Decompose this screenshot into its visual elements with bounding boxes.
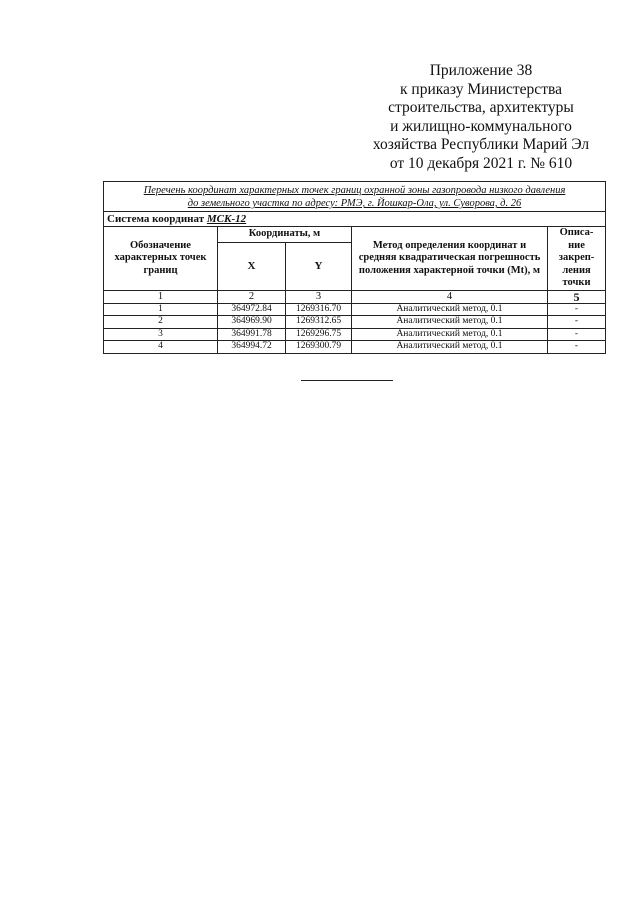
- header-method: Метод определения координат и средняя квадратическая погрешность положения характерной точки (Mt), м: [352, 227, 548, 291]
- coordinates-table-wrapper: [103, 181, 605, 354]
- table-row: [104, 303, 606, 316]
- method-cell: Аналитический метод, 0.1: [352, 303, 548, 316]
- header-designation: Обозначение характерных точек границ: [104, 227, 218, 291]
- coordinate-x: 364991.78: [218, 328, 286, 341]
- appendix-header: [340, 62, 622, 173]
- table-title-line-2: до земельного участка по адресу: РМЭ, г. Йошкар-Ола, ул. Суворова, д. 26: [187, 198, 522, 209]
- coordinate-system: [104, 212, 606, 227]
- table-title-line-1: Перечень координат характерных точек границ охранной зоны газопровода низкого давления: [143, 185, 566, 196]
- appendix-line: хозяйства Республики Марий Эл: [372, 136, 590, 153]
- table-row: [104, 328, 606, 341]
- header-y: Y: [286, 243, 352, 290]
- appendix-line: Приложение 38: [429, 62, 533, 79]
- coordinate-y: 1269296.75: [286, 328, 352, 341]
- point-number: 3: [104, 328, 218, 341]
- table-row: [104, 316, 606, 329]
- method-cell: Аналитический метод, 0.1: [352, 316, 548, 329]
- header-description: Описа-ние закреп-ления точки: [548, 227, 606, 291]
- coordinate-x: 364994.72: [218, 341, 286, 354]
- appendix-line: строительства, архитектуры: [388, 99, 574, 116]
- column-numbers-row: [104, 290, 606, 303]
- column-number: 4: [352, 290, 548, 303]
- column-number: 1: [104, 290, 218, 303]
- coordinate-system-name: МСК-12: [206, 213, 247, 225]
- coordinate-y: 1269300.79: [286, 341, 352, 354]
- appendix-line: и жилищно-коммунального: [390, 117, 572, 135]
- appendix-line: от 10 декабря 2021 г. № 610: [389, 154, 573, 172]
- method-cell: Аналитический метод, 0.1: [352, 328, 548, 341]
- coordinate-system-row: [104, 212, 606, 227]
- point-number: 4: [104, 341, 218, 354]
- header-coordinates: Координаты, м: [218, 227, 352, 243]
- header-x: X: [218, 243, 286, 290]
- description-cell: -: [548, 303, 606, 316]
- column-number: 2: [218, 290, 286, 303]
- divider-line: [301, 380, 393, 381]
- coordinate-x: 364972.84: [218, 303, 286, 316]
- description-cell: -: [548, 316, 606, 329]
- header-row-1: [104, 227, 606, 243]
- coordinate-x: 364969.90: [218, 316, 286, 329]
- table-row: [104, 341, 606, 354]
- coordinates-table: [103, 181, 606, 354]
- description-cell: -: [548, 328, 606, 341]
- description-cell: -: [548, 341, 606, 354]
- column-number: 3: [286, 290, 352, 303]
- coordinate-y: 1269312.65: [286, 316, 352, 329]
- method-cell: Аналитический метод, 0.1: [352, 341, 548, 354]
- point-number: 2: [104, 316, 218, 329]
- coordinate-y: 1269316.70: [286, 303, 352, 316]
- table-title: [104, 182, 606, 212]
- appendix-line: к приказу Министерства: [400, 80, 562, 98]
- coordinate-system-label: Система координат: [107, 213, 205, 225]
- point-number: 1: [104, 303, 218, 316]
- table-title-row: [104, 182, 606, 212]
- column-number: 5: [548, 290, 606, 303]
